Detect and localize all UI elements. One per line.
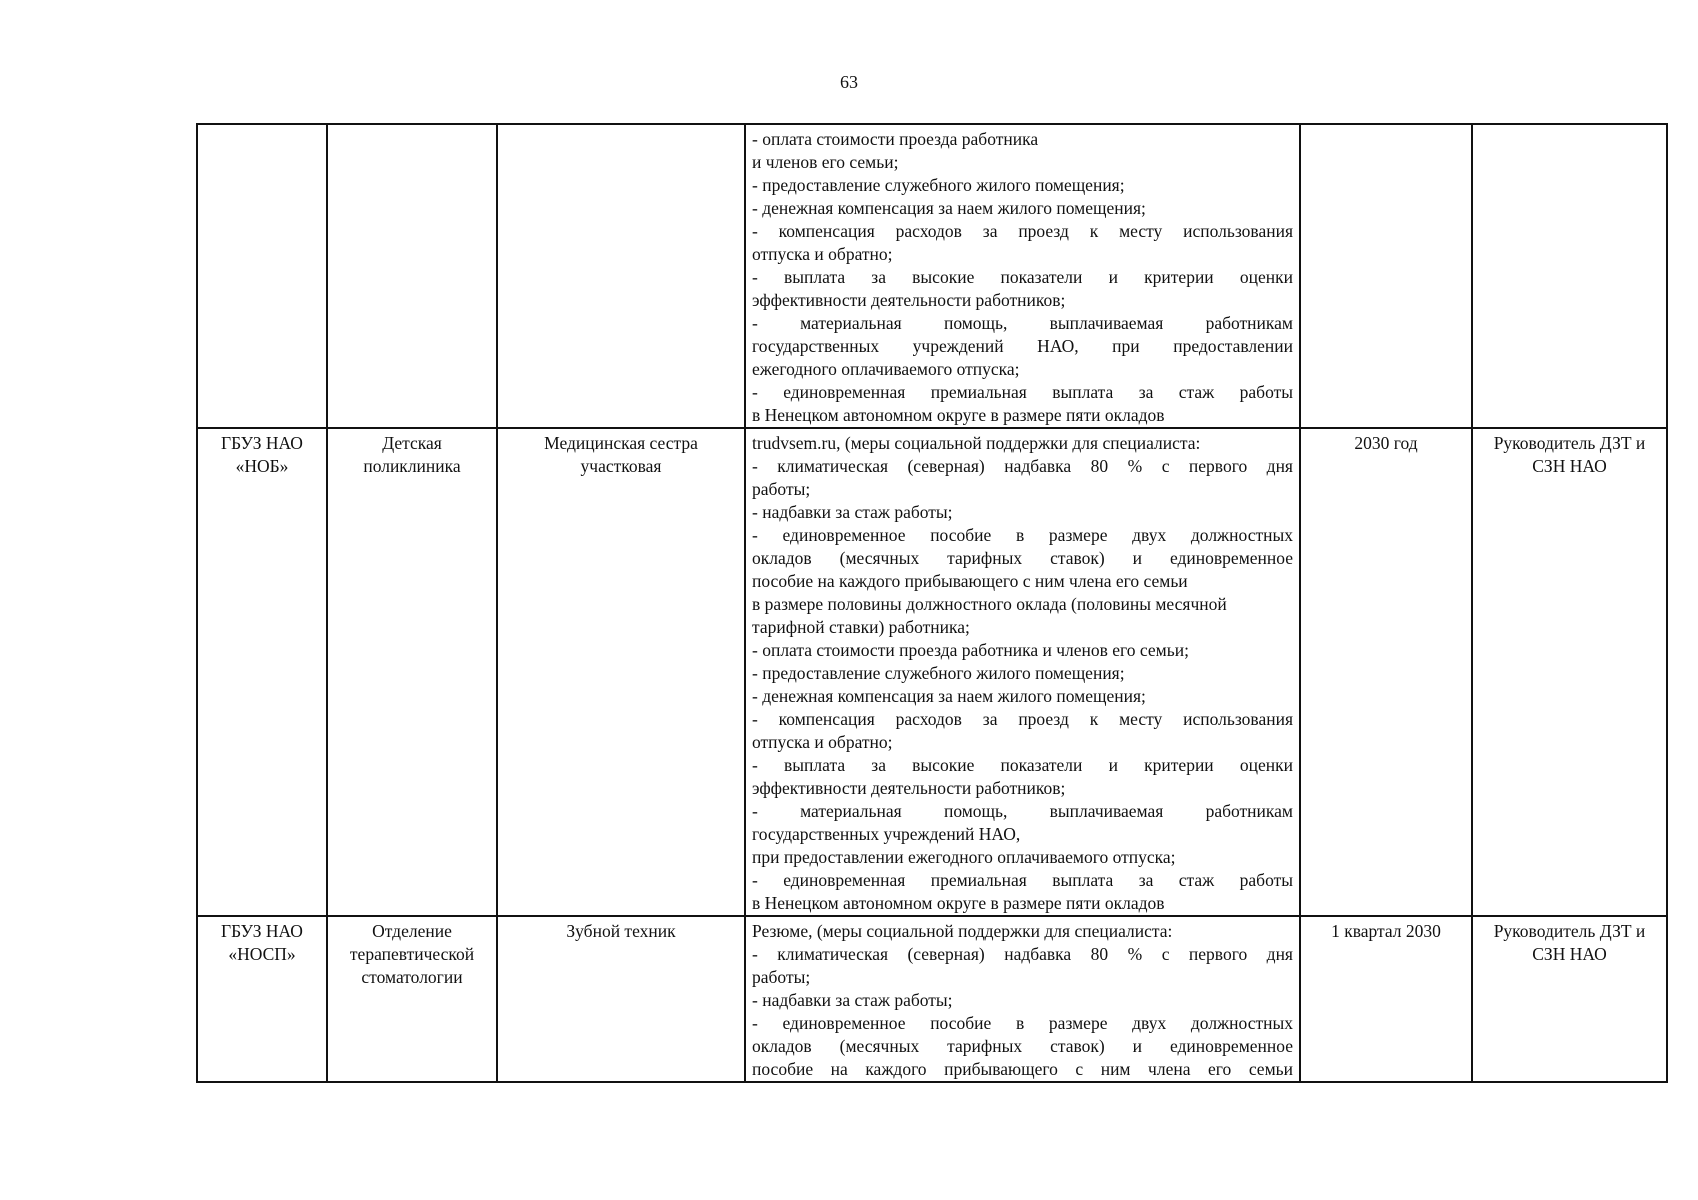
measure-line: и членов его семьи; (752, 152, 899, 172)
measure-line: тарифной ставки) работника; (752, 617, 970, 637)
position-cell: Зубной техник (497, 916, 745, 1082)
measure-line: - предоставление служебного жилого помещения; (752, 175, 1125, 195)
deadline-cell: 2030 год (1300, 428, 1472, 916)
measure-line: - предоставление служебного жилого помещения; (752, 663, 1125, 683)
unit-cell: Отделение терапевтической стоматологии (327, 916, 497, 1082)
measure-line: - климатическая (северная) надбавка 80 % с первого дня (752, 944, 1293, 964)
measure-line: пособие на каждого прибывающего с ним члена его семьи (752, 571, 1188, 591)
measure-line: - оплата стоимости проезда работника и членов его семьи; (752, 640, 1189, 660)
measure-line: в Ненецком автономном округе в размере пяти окладов (752, 405, 1165, 425)
measure-line: отпуска и обратно; (752, 244, 893, 264)
measure-line: государственных учреждений НАО, (752, 824, 1021, 844)
measures-cell (745, 124, 1300, 428)
measure-line: - компенсация расходов за проезд к месту использования (752, 709, 1293, 729)
measure-line: - компенсация расходов за проезд к месту использования (752, 221, 1293, 241)
measure-line: - климатическая (северная) надбавка 80 % с первого дня (752, 456, 1293, 476)
measure-line: в Ненецком автономном округе в размере пяти окладов (752, 893, 1165, 913)
measure-line: окладов (месячных тарифных ставок) и единовременное (752, 548, 1293, 568)
measure-line: работы; (752, 967, 811, 987)
organization-cell: ГБУЗ НАО «НОСП» (197, 916, 327, 1082)
measure-line: при предоставлении ежегодного оплачиваемого отпуска; (752, 847, 1176, 867)
measure-line: государственных учреждений НАО, при предоставлении (752, 336, 1293, 356)
measure-line: - единовременная премиальная выплата за стаж работы (752, 870, 1293, 890)
measure-line: - оплата стоимости проезда работника (752, 129, 1039, 149)
measure-line: окладов (месячных тарифных ставок) и единовременное (752, 1036, 1293, 1056)
measure-line: ежегодного оплачиваемого отпуска; (752, 359, 1020, 379)
unit-cell (327, 124, 497, 428)
measure-line: - выплата за высокие показатели и критерии оценки (752, 267, 1293, 287)
organization-cell (197, 124, 327, 428)
measure-line: - материальная помощь, выплачиваемая работникам (752, 313, 1293, 333)
measure-line: - денежная компенсация за наем жилого помещения; (752, 686, 1146, 706)
measure-line: - надбавки за стаж работы; (752, 502, 953, 522)
measure-line: в размере половины должностного оклада (половины месячной (752, 594, 1227, 614)
measures-cell (745, 916, 1300, 1082)
measures-cell (745, 428, 1300, 916)
measure-line: - денежная компенсация за наем жилого помещения; (752, 198, 1146, 218)
table-row (197, 428, 1667, 916)
organization-cell: ГБУЗ НАО «НОБ» (197, 428, 327, 916)
measure-line: пособие на каждого прибывающего с ним члена его семьи (752, 1059, 1293, 1079)
measure-line: - выплата за высокие показатели и критерии оценки (752, 755, 1293, 775)
measure-line: Резюме, (меры социальной поддержки для специалиста: (752, 921, 1173, 941)
position-cell (497, 124, 745, 428)
responsible-cell (1472, 124, 1667, 428)
deadline-cell (1300, 124, 1472, 428)
measure-line: - единовременное пособие в размере двух должностных (752, 1013, 1293, 1033)
position-cell: Медицинская сестра участковая (497, 428, 745, 916)
unit-cell: Детская поликлиника (327, 428, 497, 916)
measure-line: - материальная помощь, выплачиваемая работникам (752, 801, 1293, 821)
measure-line: работы; (752, 479, 811, 499)
measures-table (196, 123, 1668, 1083)
page-number: 63 (840, 72, 858, 92)
table-row (197, 124, 1667, 428)
responsible-cell: Руководитель ДЗТ и СЗН НАО (1472, 428, 1667, 916)
measure-line: эффективности деятельности работников; (752, 778, 1066, 798)
measure-line: - единовременная премиальная выплата за стаж работы (752, 382, 1293, 402)
measure-line: - единовременное пособие в размере двух должностных (752, 525, 1293, 545)
measure-line: эффективности деятельности работников; (752, 290, 1066, 310)
measure-line: trudvsem.ru, (меры социальной поддержки для специалиста: (752, 433, 1201, 453)
measure-line: отпуска и обратно; (752, 732, 893, 752)
measure-line: - надбавки за стаж работы; (752, 990, 953, 1010)
deadline-cell: 1 квартал 2030 (1300, 916, 1472, 1082)
table-row (197, 916, 1667, 1082)
responsible-cell: Руководитель ДЗТ и СЗН НАО (1472, 916, 1667, 1082)
